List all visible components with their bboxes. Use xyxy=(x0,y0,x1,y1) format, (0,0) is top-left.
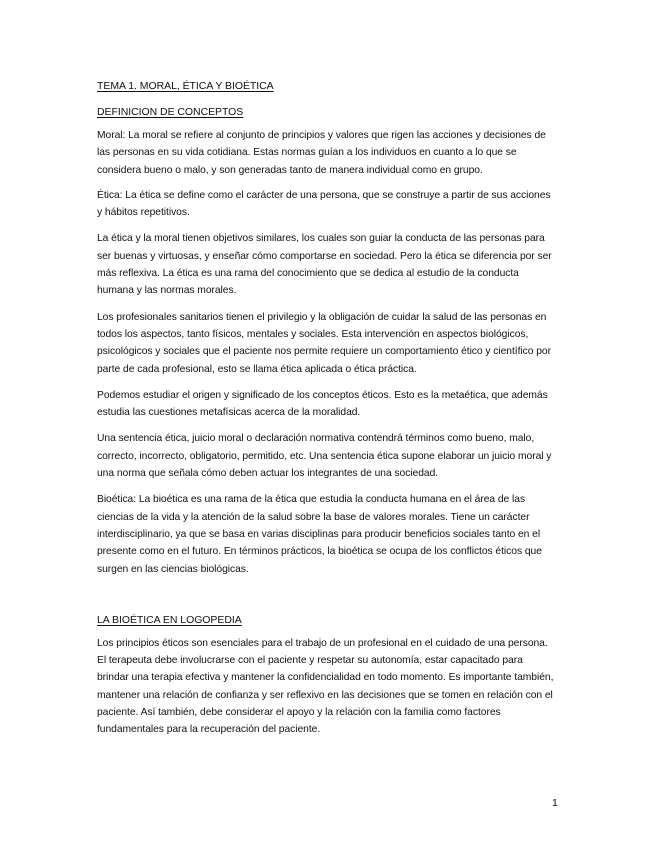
paragraph-sentencia-etica: Una sentencia ética, juicio moral o declaración normativa contendrá términos como bueno, malo, correcto, incorrecto, obligatorio, permitido, etc. Una sentencia ética supone elaborar un juicio moral y una norma que señala cómo deben actuar los integrantes de una sociedad. xyxy=(97,433,552,480)
paragraph-profesionales: Los profesionales sanitarios tienen el privilegio y la obligación de cuidar la salud de las personas en todos los aspectos, tanto físicos, mentales y sociales. Esta intervención en aspectos biológicos, psicológicos y sociales que el paciente nos permite requiere un comportamiento ético y científico por parte de cada profesional, esto se llama ética aplicada o ética práctica. xyxy=(97,311,551,375)
paragraph-logopedia: Los principios éticos son esenciales para el trabajo de un profesional en el cuidado de una persona. El terapeuta debe involucrarse con el paciente y respetar su autonomía, estar capacitado para brindar una terapia efectiva y mantener la confidencialidad en todo momento. Es importante también, mantener una relación de confianza y ser reflexivo en las decisiones que se tomen en relación con el paciente. Así también, debe considerar el apoyo y la relación con la familia como factores fundamentales para la recuperación del paciente. xyxy=(97,637,554,736)
section-spacer xyxy=(97,586,557,612)
paragraph-metaetica: Podemos estudiar el origen y significado de los conceptos éticos. Esto es la metaética, que además estudia las cuestiones metafísicas acerca de la moralidad. xyxy=(97,389,548,419)
paragraph-moral: Moral: La moral se refiere al conjunto de principios y valores que rigen las acciones y decisiones de las personas en su vida cotidiana. Estas normas guían a los individuos en cuanto a lo que se considera bueno o malo, y son generadas tanto de manera individual como en grupo. xyxy=(97,130,546,176)
section-heading-definitions: DEFINICION DE CONCEPTOS xyxy=(97,106,244,118)
paragraph-bioetica: Bioética: La bioética es una rama de la ética que estudia la conducta humana en el área de las ciencias de la vida y la atención de la salud sobre la base de valores morales. Tiene un carácter interdisciplinario, ya que se basa en varias disciplinas para producir beneficios sociales tanto en el presente como en el futuro. En términos prácticos, la bioética se ocupa de los conflictos éticos que surgen en las ciencias biológicas. xyxy=(97,494,542,575)
section-heading-logopedia: LA BIOÉTICA EN LOGOPEDIA xyxy=(97,613,242,626)
paragraph-etica-moral: La ética y la moral tienen objetivos similares, los cuales son guiar la conducta de las personas para ser buenas y virtuosas, y enseñar cómo comportarse en sociedad. Pero la ética se diferencia por ser más reflexiva. La ética es una rama del conocimiento que se dedica al estudio de la conducta humana y las normas morales. xyxy=(97,233,552,297)
page-number: 1 xyxy=(552,797,558,809)
document-body xyxy=(97,78,557,747)
paragraph-etica: Ética: La ética se define como el carácter de una persona, que se construye a partir de sus acciones y hábitos repetitivos. xyxy=(97,189,551,219)
document-title: TEMA 1. MORAL, ÉTICA Y BIOÉTICA xyxy=(97,80,274,92)
